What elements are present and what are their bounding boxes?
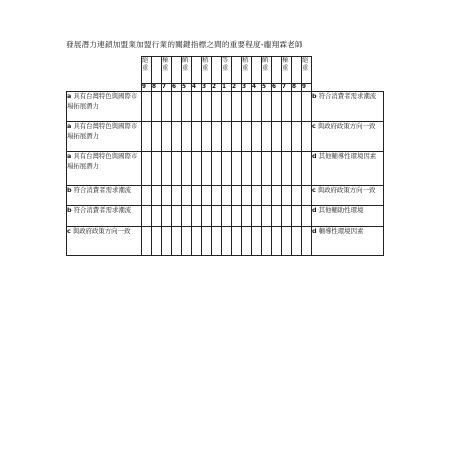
- rating-box[interactable]: [172, 227, 182, 256]
- rating-box[interactable]: [262, 186, 272, 206]
- rating-box[interactable]: [202, 92, 212, 122]
- right-criterion: [312, 122, 384, 152]
- left-criterion-text: 具有台灣特色與國際市場拓展潛力: [67, 152, 138, 170]
- rating-box[interactable]: [282, 186, 292, 206]
- rating-box[interactable]: [222, 92, 232, 122]
- rating-box[interactable]: [292, 152, 302, 186]
- left-criterion: [67, 227, 142, 256]
- left-criterion-letter: b: [67, 206, 72, 214]
- rating-box[interactable]: [202, 122, 212, 152]
- scale-number: 8: [152, 84, 162, 92]
- right-criterion: [312, 206, 384, 227]
- rating-box[interactable]: [192, 186, 202, 206]
- scale-header-cell: 絕 重: [142, 57, 152, 84]
- rating-box[interactable]: [192, 92, 202, 122]
- left-criterion-letter: a: [67, 152, 72, 160]
- rating-box[interactable]: [262, 92, 272, 122]
- left-criterion: [67, 152, 142, 186]
- scale-number-row: [67, 84, 384, 92]
- rating-box[interactable]: [162, 122, 172, 152]
- right-criterion: [312, 227, 384, 256]
- right-criterion: [312, 92, 384, 122]
- rating-box[interactable]: [162, 92, 172, 122]
- scale-number: 3: [202, 84, 212, 92]
- scale-header-cell: 頗 重: [182, 57, 192, 84]
- rating-box[interactable]: [272, 227, 282, 256]
- scale-number: 6: [172, 84, 182, 92]
- rating-box[interactable]: [262, 206, 272, 227]
- comparison-row: [67, 186, 384, 206]
- rating-box[interactable]: [242, 122, 252, 152]
- rating-box[interactable]: [282, 152, 292, 186]
- scale-number: 7: [162, 84, 172, 92]
- left-criterion-text: 符合消費者需求潮流: [73, 186, 132, 194]
- rating-box[interactable]: [142, 152, 152, 186]
- rating-box[interactable]: [232, 227, 242, 256]
- rating-box[interactable]: [172, 186, 182, 206]
- rating-box[interactable]: [172, 206, 182, 227]
- left-criterion-letter: a: [67, 122, 72, 130]
- rating-box[interactable]: [212, 122, 222, 152]
- rating-box[interactable]: [302, 92, 312, 122]
- rating-box[interactable]: [162, 152, 172, 186]
- left-criterion: [67, 186, 142, 206]
- right-criterion-letter: c: [312, 186, 316, 194]
- rating-box[interactable]: [292, 186, 302, 206]
- rating-box[interactable]: [202, 227, 212, 256]
- rating-box[interactable]: [222, 227, 232, 256]
- right-criterion-letter: d: [312, 206, 317, 214]
- scale-number: 2: [232, 84, 242, 92]
- rating-box[interactable]: [142, 206, 152, 227]
- rating-box[interactable]: [182, 92, 192, 122]
- rating-box[interactable]: [242, 227, 252, 256]
- rating-box[interactable]: [182, 122, 192, 152]
- rating-box[interactable]: [182, 206, 192, 227]
- rating-box[interactable]: [152, 152, 162, 186]
- left-criterion-text: 具有台灣特色與國際市場拓展潛力: [67, 92, 138, 110]
- rating-box[interactable]: [182, 152, 192, 186]
- right-criterion: [312, 152, 384, 186]
- rating-box[interactable]: [222, 186, 232, 206]
- rating-box[interactable]: [252, 122, 262, 152]
- scale-header-cell: 極 重: [282, 57, 292, 84]
- right-criterion-letter: d: [312, 227, 317, 235]
- right-criterion-letter: c: [312, 122, 316, 130]
- scale-header-cell: 絕 重: [302, 57, 312, 84]
- rating-box[interactable]: [152, 227, 162, 256]
- rating-box[interactable]: [282, 122, 292, 152]
- left-criterion: [67, 92, 142, 122]
- comparison-row: [67, 206, 384, 227]
- rating-box[interactable]: [252, 92, 262, 122]
- rating-box[interactable]: [202, 152, 212, 186]
- scale-number: 9: [142, 84, 152, 92]
- left-criterion-letter: b: [67, 186, 72, 194]
- rating-box[interactable]: [182, 186, 192, 206]
- scale-number: 4: [192, 84, 202, 92]
- rating-box[interactable]: [282, 227, 292, 256]
- rating-box[interactable]: [192, 122, 202, 152]
- scale-number: 5: [182, 84, 192, 92]
- rating-box[interactable]: [142, 186, 152, 206]
- rating-box[interactable]: [202, 186, 212, 206]
- rating-box[interactable]: [252, 186, 262, 206]
- rating-box[interactable]: [212, 206, 222, 227]
- scale-number: 8: [292, 84, 302, 92]
- rating-box[interactable]: [222, 206, 232, 227]
- document-title: 發展潛力連鎖加盟業加盟行業的關鍵指標之間的重要程度-龐翔霖老師: [66, 40, 303, 49]
- rating-box[interactable]: [272, 206, 282, 227]
- rating-box[interactable]: [162, 186, 172, 206]
- left-criterion: [67, 206, 142, 227]
- scale-number: 5: [262, 84, 272, 92]
- right-criterion-text: 其他輔助性環境: [318, 206, 364, 214]
- rating-box[interactable]: [302, 152, 312, 186]
- rating-box[interactable]: [192, 152, 202, 186]
- rating-box[interactable]: [212, 152, 222, 186]
- rating-box[interactable]: [262, 152, 272, 186]
- scale-header-cell: 頗 重: [262, 57, 272, 84]
- comparison-row: [67, 122, 384, 152]
- rating-box[interactable]: [202, 206, 212, 227]
- rating-box[interactable]: [222, 122, 232, 152]
- rating-box[interactable]: [272, 152, 282, 186]
- rating-box[interactable]: [242, 92, 252, 122]
- scale-header-cell: 稍 重: [242, 57, 252, 84]
- rating-box[interactable]: [282, 206, 292, 227]
- rating-box[interactable]: [302, 227, 312, 256]
- scale-number: 3: [242, 84, 252, 92]
- rating-box[interactable]: [172, 152, 182, 186]
- right-criterion-letter: b: [312, 92, 317, 100]
- right-criterion-text: 其他輔導性環境因素: [318, 152, 377, 160]
- rating-box[interactable]: [232, 186, 242, 206]
- rating-box[interactable]: [282, 92, 292, 122]
- rating-box[interactable]: [302, 122, 312, 152]
- rating-box[interactable]: [292, 122, 302, 152]
- right-criterion-text: 符合消費者需求潮流: [318, 92, 377, 100]
- left-criterion-letter: c: [67, 227, 71, 235]
- scale-header-cell: 等 重: [222, 57, 232, 84]
- rating-box[interactable]: [152, 186, 162, 206]
- rating-box[interactable]: [152, 122, 162, 152]
- rating-box[interactable]: [272, 92, 282, 122]
- scale-number: 7: [282, 84, 292, 92]
- rating-box[interactable]: [232, 122, 242, 152]
- rating-box[interactable]: [302, 186, 312, 206]
- rating-box[interactable]: [142, 227, 152, 256]
- rating-box[interactable]: [262, 122, 272, 152]
- rating-box[interactable]: [232, 206, 242, 227]
- rating-box[interactable]: [252, 206, 262, 227]
- rating-box[interactable]: [142, 122, 152, 152]
- right-criterion-letter: d: [312, 152, 317, 160]
- rating-box[interactable]: [302, 206, 312, 227]
- comparison-table: [66, 56, 384, 256]
- rating-box[interactable]: [262, 227, 272, 256]
- rating-box[interactable]: [152, 92, 162, 122]
- rating-box[interactable]: [212, 186, 222, 206]
- scale-header-cell: 稍 重: [202, 57, 212, 84]
- rating-box[interactable]: [272, 186, 282, 206]
- rating-box[interactable]: [172, 122, 182, 152]
- rating-box[interactable]: [242, 152, 252, 186]
- right-criterion-text: 與政府政策方向一致: [317, 186, 376, 194]
- rating-box[interactable]: [292, 227, 302, 256]
- scale-header-row: [67, 57, 384, 84]
- rating-box[interactable]: [292, 206, 302, 227]
- scale-number: 4: [252, 84, 262, 92]
- rating-box[interactable]: [242, 206, 252, 227]
- left-criterion-text: 符合消費者需求潮流: [73, 206, 132, 214]
- scale-number: 9: [302, 84, 312, 92]
- rating-box[interactable]: [152, 206, 162, 227]
- rating-box[interactable]: [192, 227, 202, 256]
- rating-box[interactable]: [222, 152, 232, 186]
- rating-box[interactable]: [162, 227, 172, 256]
- rating-box[interactable]: [252, 227, 262, 256]
- rating-box[interactable]: [182, 227, 192, 256]
- rating-box[interactable]: [172, 92, 182, 122]
- rating-box[interactable]: [212, 227, 222, 256]
- rating-box[interactable]: [192, 206, 202, 227]
- scale-number: 1: [222, 84, 232, 92]
- left-criterion: [67, 122, 142, 152]
- right-criterion-text: 輔導性環境因素: [318, 227, 364, 235]
- left-criterion-text: 與政府政策方向一致: [72, 227, 131, 235]
- scale-number: 6: [272, 84, 282, 92]
- comparison-row: [67, 92, 384, 122]
- left-criterion-text: 具有台灣特色與國際市場拓展潛力: [67, 122, 138, 140]
- rating-box[interactable]: [272, 122, 282, 152]
- rating-box[interactable]: [242, 186, 252, 206]
- rating-box[interactable]: [292, 92, 302, 122]
- rating-box[interactable]: [162, 206, 172, 227]
- right-criterion: [312, 186, 384, 206]
- comparison-row: [67, 152, 384, 186]
- rating-box[interactable]: [142, 92, 152, 122]
- rating-box[interactable]: [252, 152, 262, 186]
- right-criterion-text: 與政府政策方向一致: [317, 122, 376, 130]
- comparison-row: [67, 227, 384, 256]
- left-criterion-letter: a: [67, 92, 72, 100]
- rating-box[interactable]: [212, 92, 222, 122]
- rating-box[interactable]: [232, 152, 242, 186]
- scale-header-cell: 極 重: [162, 57, 172, 84]
- rating-box[interactable]: [232, 92, 242, 122]
- scale-number: 2: [212, 84, 222, 92]
